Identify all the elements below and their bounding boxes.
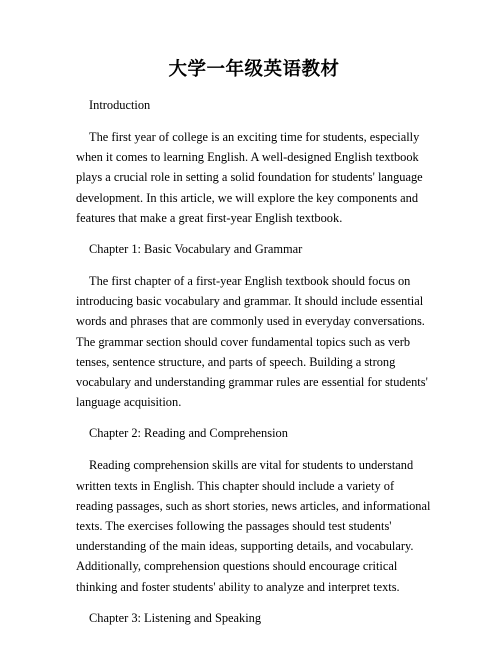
chapter-3-heading: Chapter 3: Listening and Speaking (89, 610, 262, 625)
chapter-1-heading: Chapter 1: Basic Vocabulary and Grammar (89, 242, 303, 257)
document-title: 大学一年级英语教材 (168, 59, 340, 80)
chapter-1-paragraph: The first chapter of a first-year English textbook should focus on introducing basic vocabulary and grammar. It should include essential words and phrases that are commonly used in everyday conversations. The grammar section should cover fundamental topics such as verb tenses, sentence structure, and parts of speech. Building a strong vocabulary and understanding grammar rules are essential for students' language acquisition. (76, 274, 428, 410)
chapter-2-heading: Chapter 2: Reading and Comprehension (89, 426, 288, 441)
introduction-paragraph: The first year of college is an exciting time for students, especially when it comes to learning English. A well-designed English textbook plays a crucial role in setting a solid foundation for students' language development. In this article, we will explore the key components and features that make a great first-year English textbook. (76, 130, 423, 225)
introduction-heading: Introduction (89, 98, 151, 112)
chapter-2-paragraph: Reading comprehension skills are vital for students to understand written texts in English. This chapter should include a variety of reading passages, such as short stories, news articles, and informational texts. The exercises following the passages should test students' understanding of the main ideas, supporting details, and vocabulary. Additionally, comprehension questions should encourage critical thinking and foster students' ability to analyze and interpret texts. (76, 458, 431, 594)
